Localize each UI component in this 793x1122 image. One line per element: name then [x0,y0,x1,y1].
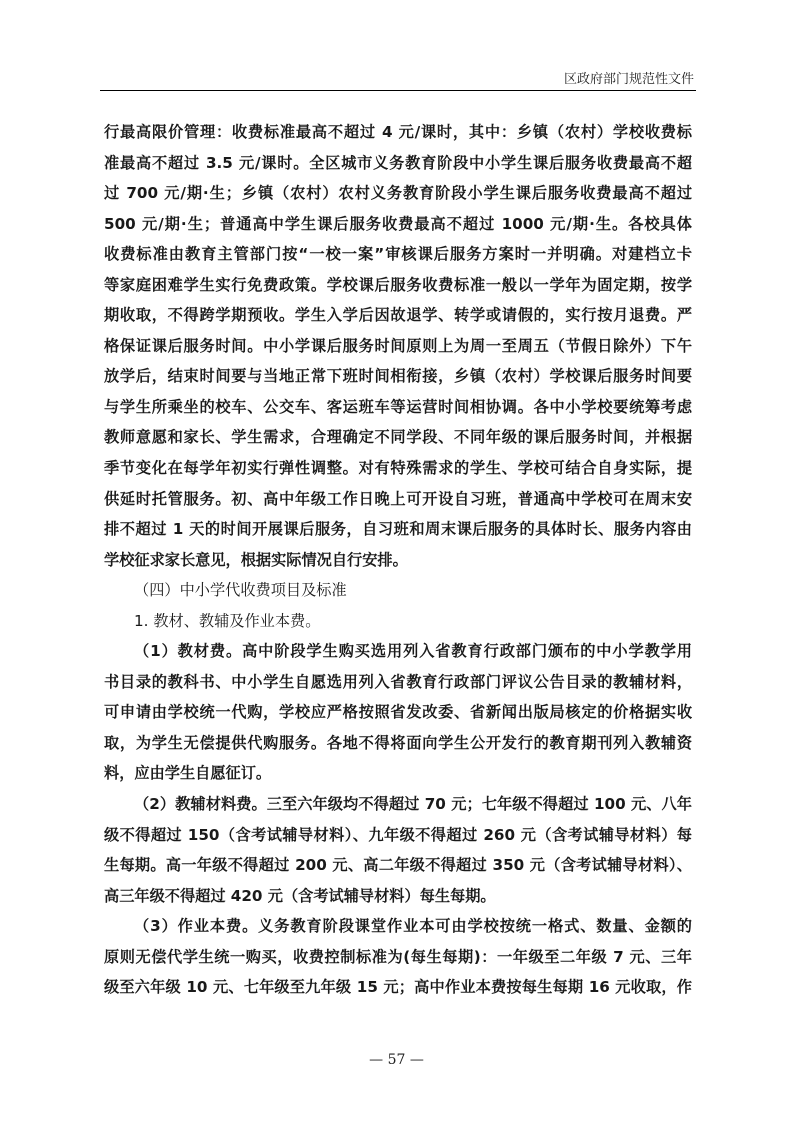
body-line: 季节变化在每学年初实行弹性调整。对有特殊需求的学生、学校可结合自身实际，提 [104,459,692,478]
body-line: 准最高不超过 3.5 元/课时。全区城市义务教育阶段中小学生课后服务收费最高不超 [104,153,692,172]
body-line: 格保证课后服务时间。中小学课后服务时间原则上为周一至周五（节假日除外）下午 [104,336,692,355]
body-line: 行最高限价管理：收费标准最高不超过 4 元/课时，其中：乡镇（农村）学校收费标 [104,123,692,141]
body-line: 书目录的教科书、中小学生自愿选用列入省教育行政部门评议公告目录的教辅材料， [104,672,692,691]
body-line: 高三年级不得超过 420 元（含考试辅导材料）每生每期。 [104,886,496,905]
body-line: 与学生所乘坐的校车、公交车、客运班车等运营时间相协调。各中小学校要统筹考虑 [104,397,692,416]
body-line: 过 700 元/期·生；乡镇（农村）农村义务教育阶段小学生课后服务收费最高不超过 [104,184,692,203]
body-line: 生每期。高一年级不得超过 200 元、高二年级不得超过 350 元（含考试辅导材料）、 [104,856,692,875]
subsection-heading: 1. 教材、教辅及作业本费。 [134,611,321,630]
page-header [100,68,696,91]
body-line: 放学后，结束时间要与当地正常下班时间相衔接，乡镇（农村）学校课后服务时间要 [104,367,692,386]
paragraph-start: （2）教辅材料费。三至六年级均不得超过 70 元；七年级不得超过 100 元、八年 [134,795,692,814]
section-heading: （四）中小学代收费项目及标准 [134,581,347,600]
paragraph-start: （3）作业本费。义务教育阶段课堂作业本可由学校按统一格式、数量、金额的 [134,917,692,936]
body-line: 取，为学生无偿提供代购服务。各地不得将面向学生公开发行的教育期刊列入教辅资 [104,733,692,752]
body-line: 原则无偿代学生统一购买，收费控制标准为(每生每期)：一年级至二年级 7 元、三年 [104,947,692,966]
body-line: 学校征求家长意见，根据实际情况自行安排。 [104,550,408,569]
body-line: 期收取，不得跨学期预收。学生入学后因故退学、转学或请假的，实行按月退费。严 [104,306,692,325]
body-line: 级不得超过 150（含考试辅导材料）、九年级不得超过 260 元（含考试辅导材料）每 [104,825,692,844]
body-line: 排不超过 1 天的时间开展课后服务，自习班和周末课后服务的具体时长、服务内容由 [104,520,692,539]
body-line: 料，应由学生自愿征订。 [104,764,272,783]
body-line: 教师意愿和家长、学生需求，合理确定不同学段、不同年级的课后服务时间，并根据 [104,428,692,447]
header-title: 区政府部门规范性文件 [563,72,694,87]
page-number: — 57 — [369,1052,424,1068]
body-line: 级至六年级 10 元、七年级至九年级 15 元；高中作业本费按每生每期 16 元收取，作 [104,978,692,997]
body-line: 供延时托管服务。初、高中年级工作日晚上可开设自习班，普通高中学校可在周末安 [104,489,692,508]
document-body [104,117,692,1003]
body-line: 可申请由学校统一代购，学校应严格按照省发改委、省新闻出版局核定的价格据实收 [104,703,692,722]
body-line: 收费标准由教育主管部门按“一校一案”审核课后服务方案时一并明确。对建档立卡 [104,245,692,264]
paragraph-start: （1）教材费。高中阶段学生购买选用列入省教育行政部门颁布的中小学教学用 [134,642,692,661]
body-line: 等家庭困难学生实行免费政策。学校课后服务收费标准一般以一学年为固定期，按学 [104,275,692,294]
body-line: 500 元/期·生；普通高中学生课后服务收费最高不超过 1000 元/期·生。各校具体 [104,214,692,233]
